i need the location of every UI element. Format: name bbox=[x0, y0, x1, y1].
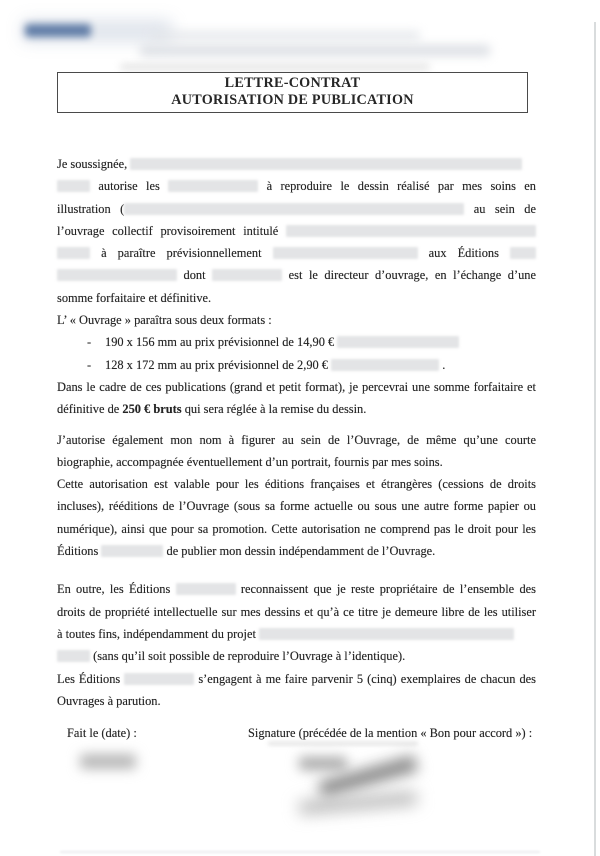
redacted-text bbox=[286, 225, 536, 237]
blurred-header-subtitle-line bbox=[140, 45, 490, 56]
list-item: - 128 x 172 mm au prix prévisionnel de 2,90 € . bbox=[57, 354, 536, 376]
redacted-text bbox=[337, 336, 459, 348]
redacted-text bbox=[101, 545, 163, 557]
text-line: à paraître prévisionnellement aux Éditions bbox=[57, 242, 536, 264]
document-title-line2: AUTORISATION DE PUBLICATION bbox=[171, 91, 414, 108]
list-formats bbox=[57, 331, 536, 376]
text-line: numérique), ainsi que pour sa promotion. Cette autorisation ne comprend pas le droit pour les bbox=[57, 521, 536, 536]
redacted-text bbox=[273, 247, 418, 259]
text-line: l’ouvrage collectif provisoirement intitulé bbox=[57, 220, 536, 242]
blurred-signature-tail bbox=[299, 792, 418, 814]
blurred-handwritten-date bbox=[80, 754, 136, 769]
text-line: Les Éditions s’engagent à me faire parvenir 5 (cinq) exemplaires de chacun des bbox=[57, 671, 537, 686]
document-title-line1: LETTRE-CONTRAT bbox=[224, 75, 361, 91]
text-line: autorise les à reproduire le dessin réalisé par mes soins en bbox=[57, 175, 536, 197]
text-line: Ouvrages à parution. bbox=[57, 693, 161, 708]
redacted-text bbox=[331, 359, 439, 371]
redacted-text bbox=[57, 650, 90, 662]
text-line: dont est le directeur d’ouvrage, en l’échange d’une bbox=[57, 264, 536, 286]
text-line: Dans le cadre de ces publications (grand et petit format), je percevrai une somme forfaitaire et bbox=[57, 379, 536, 394]
list-item: - 190 x 156 mm au prix prévisionnel de 14,90 € bbox=[57, 331, 536, 353]
text-line: (sans qu’il soit possible de reproduire l’Ouvrage à l’identique). bbox=[57, 645, 536, 667]
redacted-text bbox=[212, 269, 282, 281]
document-body bbox=[57, 153, 536, 744]
date-label: Fait le (date) : bbox=[67, 726, 137, 741]
text-line: définitive de 250 € bruts qui sera réglée à la remise du dessin. bbox=[57, 402, 367, 417]
text-line: biographie, accompagnée éventuellement d’un portrait, fournis par mes soins. bbox=[57, 454, 443, 469]
text-line: J’autorise également mon nom à figurer au sein de l’Ouvrage, de même qu’une courte bbox=[57, 432, 536, 447]
redacted-text bbox=[57, 180, 90, 192]
page-edge-right bbox=[594, 22, 596, 856]
text-line: à toutes fins, indépendamment du projet bbox=[57, 623, 536, 645]
scan-smudge bbox=[120, 64, 430, 70]
redacted-text bbox=[124, 203, 464, 215]
redacted-text bbox=[124, 673, 194, 685]
redacted-text bbox=[168, 180, 258, 192]
blurred-publisher-logo bbox=[25, 24, 91, 37]
blurred-signature bbox=[299, 757, 347, 770]
text-line: illustration ( au sein de bbox=[57, 201, 536, 216]
redacted-text bbox=[130, 158, 522, 170]
paragraph-intro bbox=[57, 153, 536, 309]
paragraph-validity bbox=[57, 473, 536, 562]
document-paragraphs bbox=[57, 153, 536, 712]
blurred-header-address-line bbox=[150, 31, 420, 40]
text-line: Je soussignée, bbox=[57, 153, 536, 175]
paragraph-name-biography bbox=[57, 429, 536, 474]
text-line: somme forfaitaire et définitive. bbox=[57, 290, 212, 305]
text-line: L’ « Ouvrage » paraîtra sous deux formats : bbox=[57, 313, 272, 328]
redacted-text bbox=[57, 247, 90, 259]
paragraph-formats-heading bbox=[57, 309, 536, 331]
list-bullet: - bbox=[87, 357, 92, 372]
signature-label: Signature (précédée de la mention « Bon pour accord ») : bbox=[248, 726, 533, 741]
bold-text: 250 € bruts bbox=[122, 402, 182, 417]
redacted-text bbox=[259, 628, 514, 640]
paragraph-remuneration bbox=[57, 376, 536, 421]
redacted-text bbox=[176, 583, 236, 595]
page-edge-bottom bbox=[60, 851, 540, 853]
text-line: droits de propriété intellectuelle sur mes dessins et qu’à ce titre je demeure libre de les utiliser bbox=[57, 604, 536, 619]
paragraph-property-rights bbox=[57, 578, 536, 667]
paragraph-copies bbox=[57, 668, 536, 713]
text-line: En outre, les Éditions reconnaissent que je reste propriétaire de l’ensemble des bbox=[57, 582, 536, 597]
text-line: Cette autorisation est valable pour les éditions françaises et étrangères (cessions de droits bbox=[57, 477, 536, 492]
list-bullet: - bbox=[87, 335, 92, 350]
blurred-signature-mention bbox=[268, 742, 418, 745]
text-line: Éditions de publier mon dessin indépendamment de l’Ouvrage. bbox=[57, 544, 436, 559]
text-line: incluses), rééditions de l’Ouvrage (sous sa forme actuelle ou sous une autre forme papier ou bbox=[57, 499, 536, 514]
redacted-text bbox=[57, 269, 177, 281]
title-box bbox=[57, 72, 528, 113]
redacted-text bbox=[510, 247, 536, 259]
